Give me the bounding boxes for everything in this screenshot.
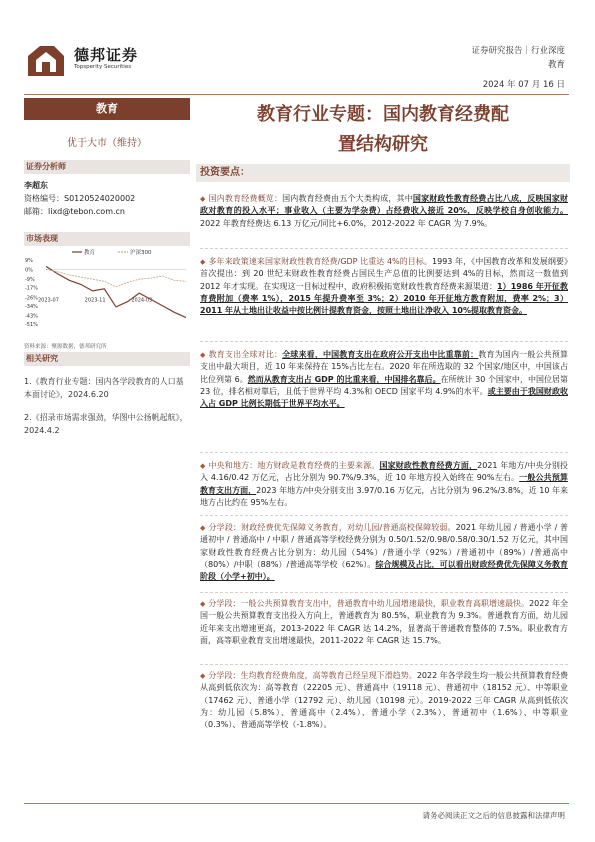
paragraph-central-local: ◆ 中央和地方：地方财政是教育经费的主要来源。国家财政性教育经费方面，2021 年地方/中央分别投入 4.16/0.42 万亿元，占比分别为 90.7%/9.3%，近 10 年地方投入始终在 90%左右。一般公共预算教育支出方面，2023 年地方/中央分别支出 3.97/0.16 万亿元，占比分别为 96.2%/3.8%，近 10 年来地方占比约在 95%左右。: [200, 461, 569, 507]
y-tick-label: -9%: [25, 277, 35, 284]
logo-english-name: Topsperity Securities: [74, 64, 132, 70]
y-tick-label: 0%: [25, 267, 33, 274]
title-line: 教育行业专题：国内教育经费配: [257, 104, 509, 125]
y-tick-label: -17%: [25, 285, 38, 292]
analyst-email: 邮箱：lixd@tebon.com.cn: [24, 207, 125, 216]
x-tick-label: 2024-03: [131, 297, 153, 304]
paragraph-overview: ◆ 国内教育经费概览：国内教育经费由五个大类构成，其中国家财政性教育经费占比八成，反映国家财政对教育的投入水平；事业收入（主要为学杂费）占经费收入接近 20%，反映学校自身创收能力。2022 年教育经费达 6.13 万亿元/同比+6.0%，2012-2022 年 CAGR 为 7.9%。: [200, 194, 569, 228]
divider: [200, 664, 568, 665]
para-lead: 教育支出全球对比：: [208, 350, 283, 359]
analyst-name: 李超东: [24, 181, 48, 190]
related-item[interactable]: 2.《招录市场需求强劲，华图中公扬帆起航》，2024.4.2: [24, 413, 188, 435]
divider: [200, 341, 568, 342]
bullet-icon: ◆: [200, 258, 206, 266]
para-lead: 多年来政策速来国家财政性教育经费/GDP 比重达 4%的目标。: [208, 257, 433, 266]
divider: [200, 248, 568, 249]
bullet-icon: ◆: [200, 524, 206, 532]
rating: 优于大市（维持）: [67, 138, 147, 149]
market-performance-heading: 市场表现: [24, 232, 190, 246]
x-tick-label: 2023-11: [84, 297, 106, 304]
y-tick-label: -43%: [25, 313, 38, 320]
legend-label: 教育: [84, 250, 96, 256]
title-line: 置结构研究: [338, 134, 428, 155]
divider: [200, 515, 568, 516]
y-tick-label: -51%: [25, 322, 38, 328]
x-tick-label: 2023-07: [38, 297, 59, 304]
analyst-certificate: 资格编号：S0120524020002: [24, 194, 136, 203]
report-title: [196, 100, 570, 160]
paragraph-policy: ◆ 多年来政策速来国家财政性教育经费/GDP 比重达 4%的目标。1993 年，《中国教育改革和发展纲要》首次提出：到 20 世纪末财政性教育经费占国民生产总值的比例要达到 4%的目标，然而这一数值到 2012 年才实现。在实现这一目标过程中，政府积极拓宽财政性教育经费来源渠道：1）1986 年开征教育费附加（费率 1%），2015 年提升费率至 3%；2）2010 年开征地方教育附加，费率 2%；3）2011 年从土地出让收益中按比例计提教育资金，按照土地出让净收入 10%提取教育资金。: [200, 257, 569, 316]
para-lead: 国内教育经费概览：: [208, 194, 283, 203]
y-tick-label: -26%: [25, 295, 38, 302]
header-divider: [24, 94, 569, 95]
bullet-icon: ◆: [200, 195, 206, 203]
related-item[interactable]: 1.《教育行业专题：国内各学段教育的人口基本面讨论》，2024.6.20: [24, 377, 184, 399]
bullet-icon: ◆: [200, 462, 206, 470]
divider: [200, 452, 568, 453]
bullet-icon: ◆: [200, 672, 206, 680]
footer-disclaimer: 请务必阅读正文之后的信息披露和法律声明: [422, 811, 565, 820]
market-performance-chart: [24, 248, 190, 330]
bullet-icon: ◆: [200, 600, 206, 608]
para-lead: 中央和地方：地方财政是教育经费的主要来源。: [208, 461, 380, 470]
paragraph-stage-growth: ◆ 分学段：一般公共预算教育支出中，普通教育中幼儿园增速最快，职业教育高职增速最快。2022 年全国一般公共预算教育支出投入方向上，普通教育为 80.5%，职业教育为 9.3%。普通教育方面，幼儿园近年来支出增速更高，2013-2022 年 CAGR 达 14.2%，显著高于普通教育整体的 7.5%。职业教育方面，高等职业教育支出增速最快，2011-2022 年 CAGR 达 15.7%。: [200, 599, 568, 645]
report-date: 2024 年 07 月 16 日: [482, 80, 565, 90]
y-tick-label: -34%: [25, 303, 38, 310]
related-research-heading: 相关研究: [24, 352, 190, 366]
key-points-heading: 投资要点：: [196, 164, 570, 182]
paragraph-global: ◆ 教育支出全球对比：全球来看，中国教育支出在政府公开支出中比重靠前：教育为国内一般公共预算支出中最大项目，近 10 年来保持在 15%占比左右。2020 年在所选取的 32 个国家/地区中，中国该占比位列第 6。然而从教育支出占 GDP 的比重来看，中国排名靠后。在所统计 30 个国家中，中国位居第 23 位，排名相对靠后，且低于世界平均 4.3%和 OECD 国家平均 4.9%的水平。或主要由于我国财政收入占 GDP 比例长期低于世界平均水平。: [200, 350, 569, 409]
bullet-icon: ◆: [200, 351, 206, 359]
analyst-heading: 证券分析师: [24, 160, 190, 174]
logo-mark: [24, 42, 68, 80]
footer-divider: [24, 803, 569, 804]
para-lead: 分学段：财政经费优先保障义务教育，对幼儿园/普通高校保障较弱。: [208, 523, 456, 532]
divider: [200, 592, 568, 593]
para-lead: 分学段：生均教育经费角度，高等教育已经呈现下滑趋势。: [208, 671, 417, 680]
report-type: 证券研究报告｜行业深度: [471, 46, 565, 56]
legend-label: 沪深300: [130, 250, 152, 256]
sector-tag: 教育: [547, 60, 565, 70]
sector-banner: 教育: [24, 98, 190, 120]
paragraph-per-student: ◆ 分学段：生均教育经费角度，高等教育已经呈现下滑趋势。2022 年各学段生均一般公共预算教育经费从高到低依次为：高等教育（22205 元）、普通高中（19118 元）、普通初中（18152 元）、中等职业（17462 元）、普通小学（12792 元）、幼儿园（10198 元）。2019-2022 三年 CAGR 从高到低依次为：幼儿园（5.8%）、普通高中（2.4%）、普通小学（2.3%）、普通初中（1.6%）、中等职业（0.3%）、普通高等学校（-1.8%）。: [200, 671, 569, 730]
logo-chinese-name: 德邦证券: [74, 46, 139, 64]
para-lead: 分学段：一般公共预算教育支出中，普通教育中幼儿园增速最快，职业教育高职增速最快。: [208, 599, 530, 608]
chart-source: 资料来源：聚源数据，德邦研究所: [24, 344, 107, 350]
paragraph-stage-funding: ◆ 分学段：财政经费优先保障义务教育，对幼儿园/普通高校保障较弱。2021 年幼儿园 / 普通小学 / 普通初中 / 普通高中 / 中职 / 普通高等学校经费分别为 0.50/1.52/0.98/0.58/0.30/1.52 万亿元，其中国家财政性教育经费占比分别为：幼儿园（54%）/普通小学（92%）/普通初中（89%）/普通高中（80%）/中职（88%）/普通高等学校（62%）。综合规模及占比，可以看出财政经费优先保障义务教育阶段（小学+初中）。: [200, 523, 569, 582]
y-tick-label: 9%: [25, 258, 33, 264]
series-line-csi300: [46, 270, 186, 287]
